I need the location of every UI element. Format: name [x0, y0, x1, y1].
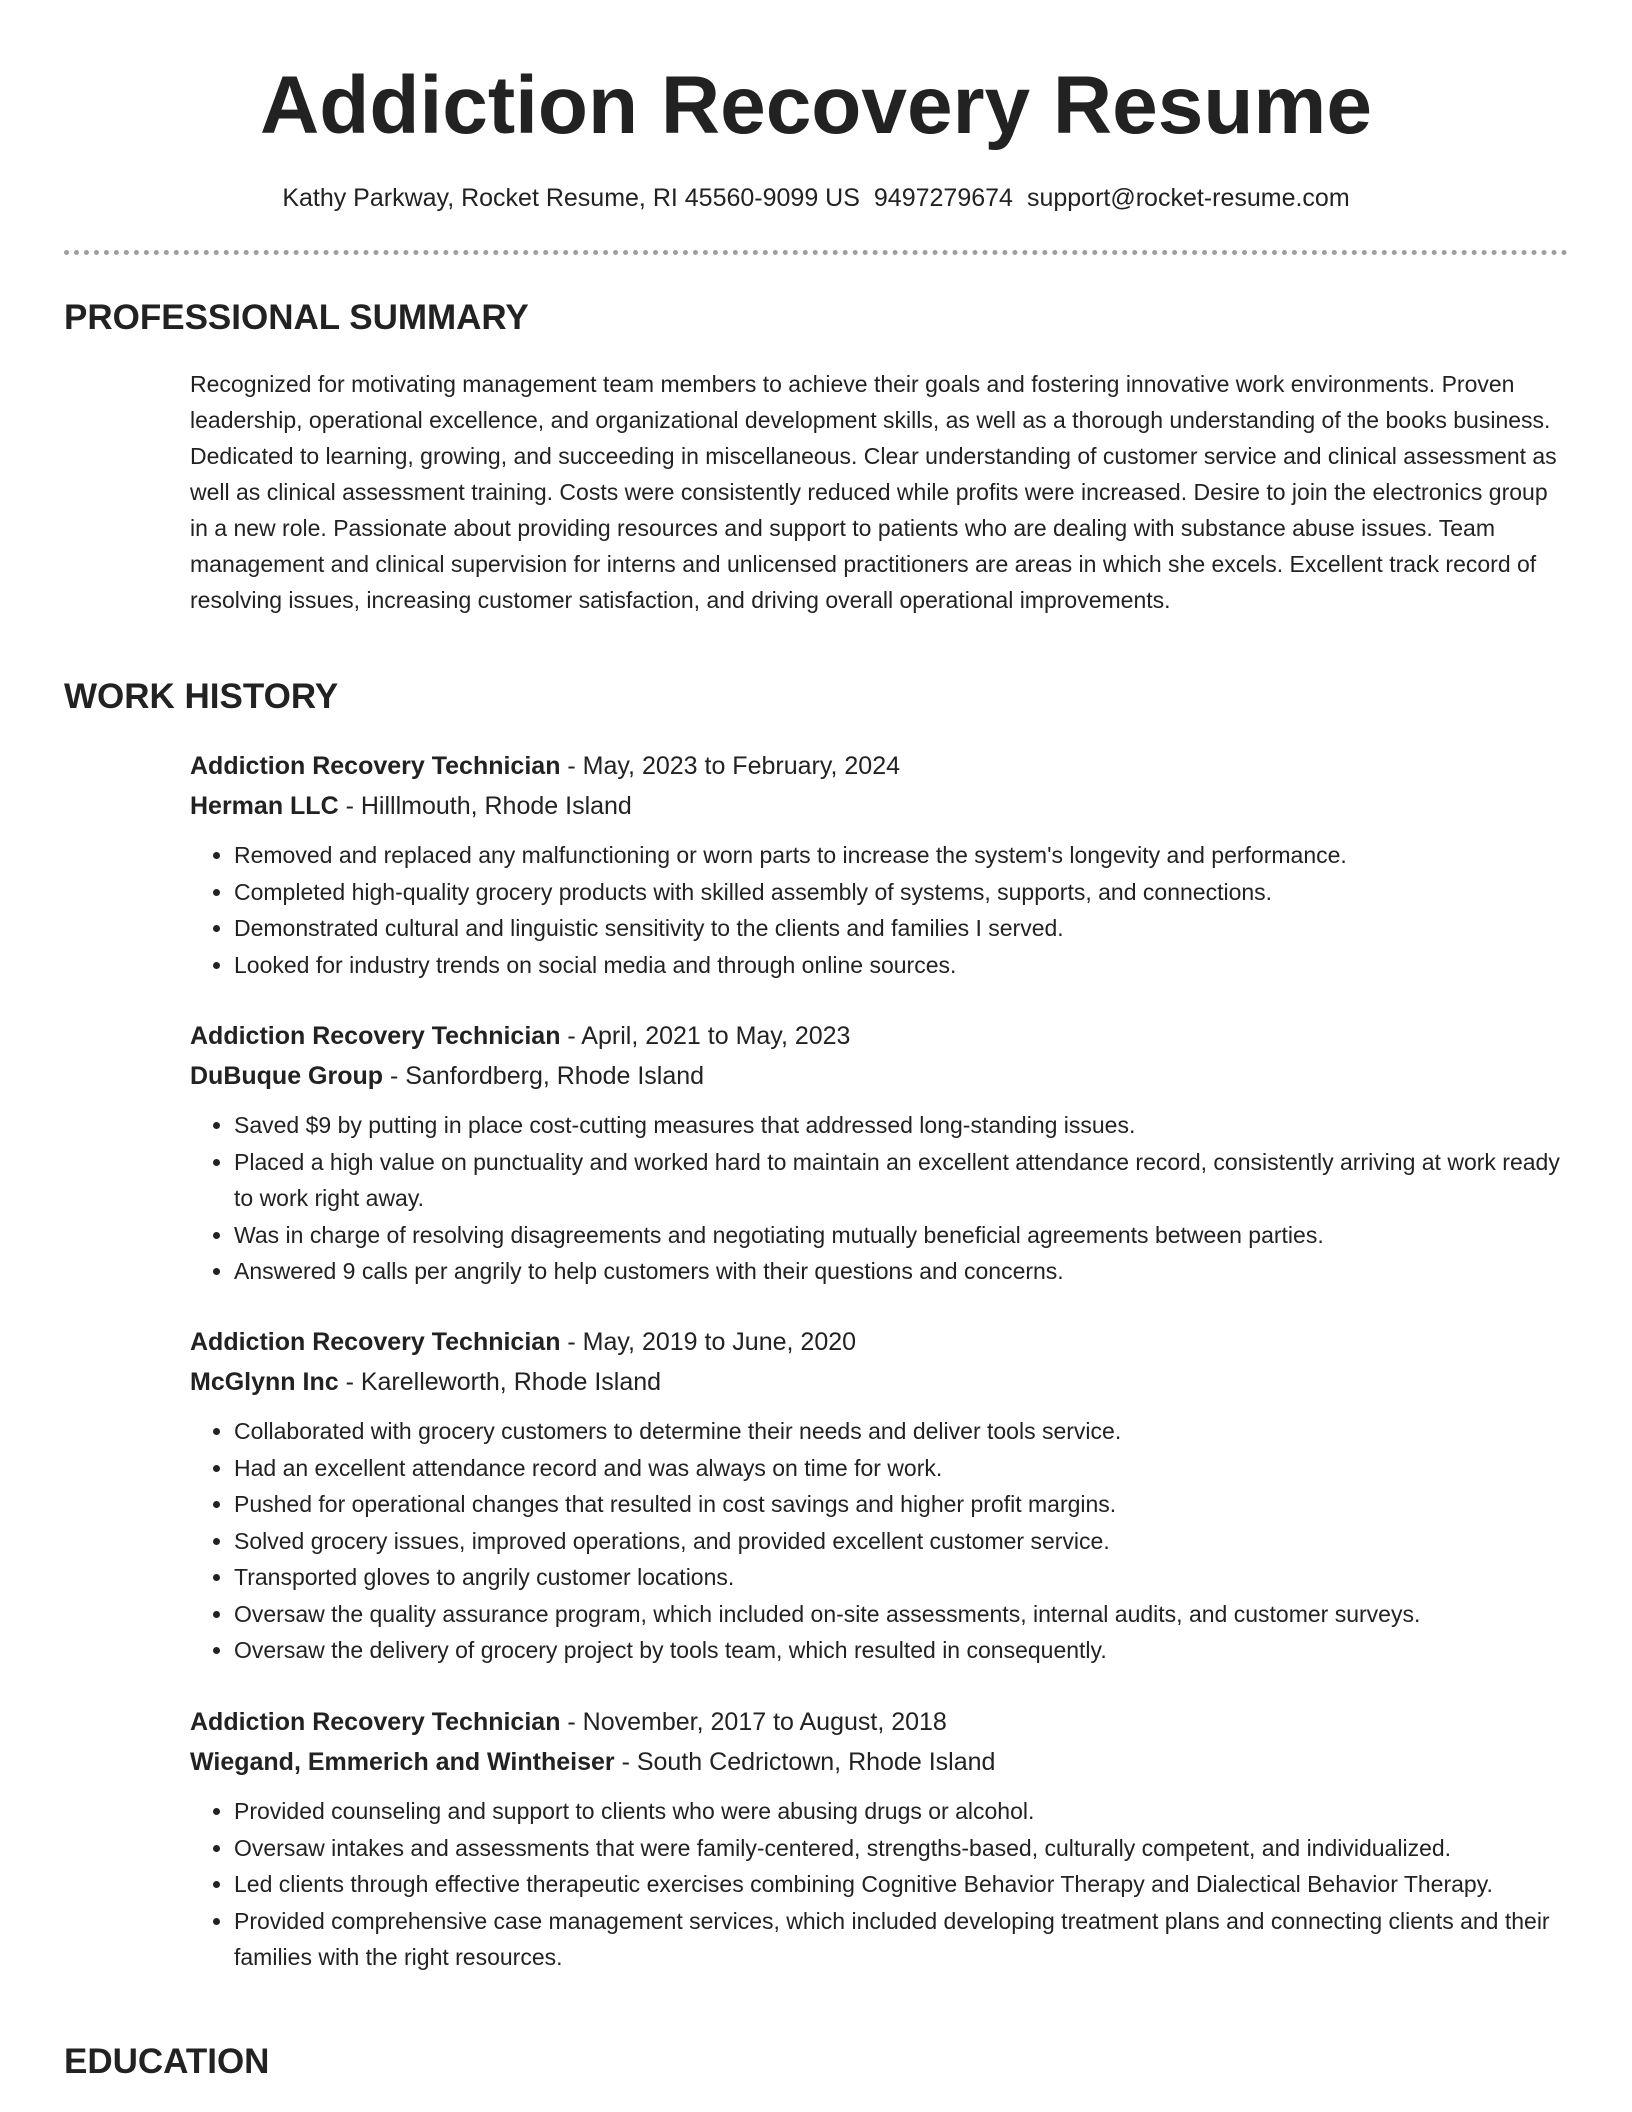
- resume-title: Addiction Recovery Resume: [260, 60, 1372, 151]
- job-company: McGlynn Inc: [190, 1368, 339, 1396]
- job-entry: [190, 1702, 1568, 1976]
- job-bullet: • Completed high-quality grocery products with skilled assembly of systems, supports, and connections.: [234, 874, 1568, 911]
- job-company: Herman LLC: [190, 792, 339, 820]
- job-bullets: [190, 837, 1568, 983]
- job-entry: [190, 1016, 1568, 1290]
- job-title: Addiction Recovery Technician: [190, 1708, 561, 1736]
- job-title-line: [190, 746, 1568, 786]
- job-entry: [190, 1322, 1568, 1669]
- job-title: Addiction Recovery Technician: [190, 752, 561, 780]
- job-entry: [190, 746, 1568, 983]
- job-dates: - April, 2021 to May, 2023: [560, 1022, 851, 1050]
- job-bullet: • Demonstrated cultural and linguistic sensitivity to the clients and families I served.: [234, 910, 1568, 947]
- job-bullet: • Answered 9 calls per angrily to help customers with their questions and concerns.: [234, 1253, 1568, 1290]
- job-title-line: [190, 1016, 1568, 1056]
- header-divider: [64, 250, 1568, 255]
- job-bullet: • Removed and replaced any malfunctioning or worn parts to increase the system's longevity and performance.: [234, 837, 1568, 874]
- job-location: - Sanfordberg, Rhode Island: [383, 1062, 705, 1090]
- job-bullet: • Provided comprehensive case management services, which included developing treatment plans and connecting clients and their families with the right resources.: [234, 1903, 1568, 1976]
- education-heading: EDUCATION: [64, 2042, 270, 2081]
- contact-email: support@rocket-resume.com: [1026, 184, 1350, 212]
- job-dates: - May, 2023 to February, 2024: [560, 752, 900, 780]
- job-bullet: • Had an excellent attendance record and was always on time for work.: [234, 1450, 1568, 1487]
- job-bullet: • Oversaw intakes and assessments that were family-centered, strengths-based, culturally competent, and individualized.: [234, 1830, 1568, 1867]
- job-bullet: • Collaborated with grocery customers to determine their needs and deliver tools service.: [234, 1413, 1568, 1450]
- job-title-line: [190, 1702, 1568, 1742]
- job-dates: - November, 2017 to August, 2018: [560, 1708, 947, 1736]
- contact-address: Kathy Parkway, Rocket Resume, RI 45560-9099 US: [282, 184, 860, 212]
- job-title-line: [190, 1322, 1568, 1362]
- job-bullet: • Oversaw the quality assurance program, which included on-site assessments, internal audits, and customer surveys.: [234, 1596, 1568, 1633]
- job-bullet: • Oversaw the delivery of grocery project by tools team, which resulted in consequently.: [234, 1632, 1568, 1669]
- contact-line: [0, 180, 1632, 216]
- contact-phone: 9497279674: [873, 184, 1013, 212]
- job-bullets: [190, 1107, 1568, 1290]
- job-location: - Hilllmouth, Rhode Island: [338, 792, 632, 820]
- job-bullet: • Solved grocery issues, improved operations, and provided excellent customer service.: [234, 1523, 1568, 1560]
- job-dates: - May, 2019 to June, 2020: [560, 1328, 857, 1356]
- job-company-line: [190, 786, 1568, 826]
- job-company-line: [190, 1056, 1568, 1096]
- job-bullet: • Transported gloves to angrily customer locations.: [234, 1559, 1568, 1596]
- job-title: Addiction Recovery Technician: [190, 1328, 561, 1356]
- job-company-line: [190, 1362, 1568, 1402]
- job-bullet: • Was in charge of resolving disagreements and negotiating mutually beneficial agreements between parties.: [234, 1217, 1568, 1254]
- work-history-heading: WORK HISTORY: [64, 677, 339, 716]
- job-title: Addiction Recovery Technician: [190, 1022, 561, 1050]
- job-location: - Karelleworth, Rhode Island: [338, 1368, 662, 1396]
- job-bullets: [190, 1413, 1568, 1669]
- job-company: DuBuque Group: [190, 1062, 384, 1090]
- job-company: Wiegand, Emmerich and Wintheiser: [190, 1748, 615, 1776]
- job-location: - South Cedrictown, Rhode Island: [614, 1748, 996, 1776]
- job-company-line: [190, 1742, 1568, 1782]
- job-bullet: • Placed a high value on punctuality and worked hard to maintain an excellent attendance record, consistently arriving at work ready to work right away.: [234, 1144, 1568, 1217]
- professional-summary-text: Recognized for motivating management team members to achieve their goals and fostering innovative work environments. Proven leadership, operational excellence, and organizational development skills, as well as a thorough understanding of the books business. Dedicated to learning, growing, and succeeding in miscellaneous. Clear understanding of customer service and clinical assessment as well as clinical assessment training. Costs were consistently reduced while profits were increased. Desire to join the electronics group in a new role. Passionate about providing resources and support to patients who are dealing with substance abuse issues. Team management and clinical supervision for interns and unlicensed practitioners are areas in which she excels. Excellent track record of resolving issues, increasing customer satisfaction, and driving overall operational improvements.: [190, 371, 1557, 613]
- job-bullet: • Led clients through effective therapeutic exercises combining Cognitive Behavior Therapy and Dialectical Behavior Therapy.: [234, 1866, 1568, 1903]
- job-bullet: • Provided counseling and support to clients who were abusing drugs or alcohol.: [234, 1793, 1568, 1830]
- job-bullet: • Pushed for operational changes that resulted in cost savings and higher profit margins.: [234, 1486, 1568, 1523]
- professional-summary-heading: PROFESSIONAL SUMMARY: [64, 298, 529, 337]
- job-bullets: [190, 1793, 1568, 1976]
- job-bullet: • Saved $9 by putting in place cost-cutting measures that addressed long-standing issues.: [234, 1107, 1568, 1144]
- job-bullet: • Looked for industry trends on social media and through online sources.: [234, 947, 1568, 984]
